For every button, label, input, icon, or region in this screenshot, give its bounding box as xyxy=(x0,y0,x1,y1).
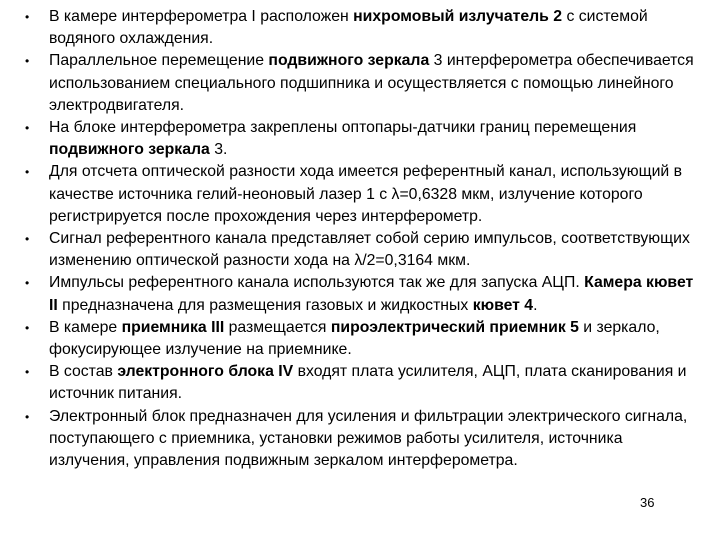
text-segment: входят плата усилителя, АЦП, плата сканирования и источник питания. xyxy=(49,363,687,403)
text-segment: предназначена для размещения газовых и жидкостных xyxy=(57,296,473,314)
text-segment: В камере интерферометра xyxy=(49,8,252,25)
text-segment: Электронный блок предназначен для усиления и фильтрации электрического сигнала, поступающего с приемника, установки режимов работы усилителя, источника излучения, управления подвижным зеркалом интерферометра. xyxy=(49,407,688,470)
bullet-dot-icon: • xyxy=(25,409,30,424)
list-item-text xyxy=(49,52,694,113)
list-item-text xyxy=(49,119,636,158)
list-item-text xyxy=(49,163,682,224)
bullet-dot-icon: • xyxy=(25,232,30,247)
text-segment: расположен xyxy=(255,8,354,25)
text-segment: с системой водяного охлаждения. xyxy=(49,8,648,48)
bullet-dot-icon: • xyxy=(25,165,30,180)
list-item xyxy=(22,406,702,473)
list-item xyxy=(22,317,702,361)
text-segment: Для отсчета оптической разности хода имеется референтный канал, использующий в качестве источника гелий-неоновый лазер 1 с λ=0,6328 мкм, излучение которого регистрируется после прохождения через интерферометр. xyxy=(49,163,682,225)
text-segment: . xyxy=(533,296,538,314)
list-item xyxy=(22,6,702,50)
list-item-text xyxy=(49,363,687,402)
text-segment: Импульсы референтного канала используются так же для запуска АЦП. xyxy=(49,274,585,292)
text-segment: В камере xyxy=(49,318,122,336)
bullet-dot-icon: • xyxy=(25,276,30,291)
text-segment: 3. xyxy=(209,141,228,159)
text-segment: размещается xyxy=(224,318,331,336)
list-item-text xyxy=(49,274,693,313)
bullet-dot-icon: • xyxy=(25,10,30,24)
bold-text-segment: приемника III xyxy=(121,318,225,336)
list-item xyxy=(22,228,702,272)
bullet-dot-icon: • xyxy=(25,320,30,335)
bold-text-segment: Камера кювет II xyxy=(49,274,694,314)
list-item-text xyxy=(49,319,660,358)
list-item-text xyxy=(49,230,690,269)
bullet-dot-icon: • xyxy=(25,54,30,69)
bold-text-segment: подвижного зеркала xyxy=(49,141,210,159)
text-segment: 3 интерферометра обеспечивается использованием специального подшипника и осуществляется с помощью линейного электродвигателя. xyxy=(49,52,694,114)
bullet-dot-icon: • xyxy=(25,365,30,380)
list-item xyxy=(22,50,702,117)
bullet-dot-icon: • xyxy=(25,121,30,136)
list-item-text xyxy=(49,8,648,47)
bold-text-segment: пироэлектрический приемник 5 xyxy=(330,318,579,336)
bullet-list xyxy=(22,6,702,472)
text-segment: В состав xyxy=(49,363,118,381)
bold-text-segment: нихромовый излучатель 2 xyxy=(353,8,563,25)
bold-text-segment: подвижного зеркала xyxy=(268,52,430,70)
text-segment: I xyxy=(251,8,256,25)
text-segment: Параллельное перемещение xyxy=(49,52,269,70)
bold-text-segment: кювет 4 xyxy=(472,296,534,314)
bold-text-segment: электронного блока IV xyxy=(117,363,294,381)
page-number: 36 xyxy=(640,495,655,510)
text-segment: и зеркало, фокусирующее излучение на приемнике. xyxy=(49,318,660,359)
list-item xyxy=(22,361,702,405)
list-item xyxy=(22,272,702,316)
list-item xyxy=(22,161,702,228)
list-item-text xyxy=(49,408,687,469)
text-segment: Сигнал референтного канала представляет собой серию импульсов, соответствующих изменению оптической разности хода на λ/2=0,3164 мкм. xyxy=(49,230,690,270)
list-item xyxy=(22,117,702,161)
text-segment: На блоке интерферометра закреплены оптопары-датчики границ перемещения xyxy=(49,119,637,137)
